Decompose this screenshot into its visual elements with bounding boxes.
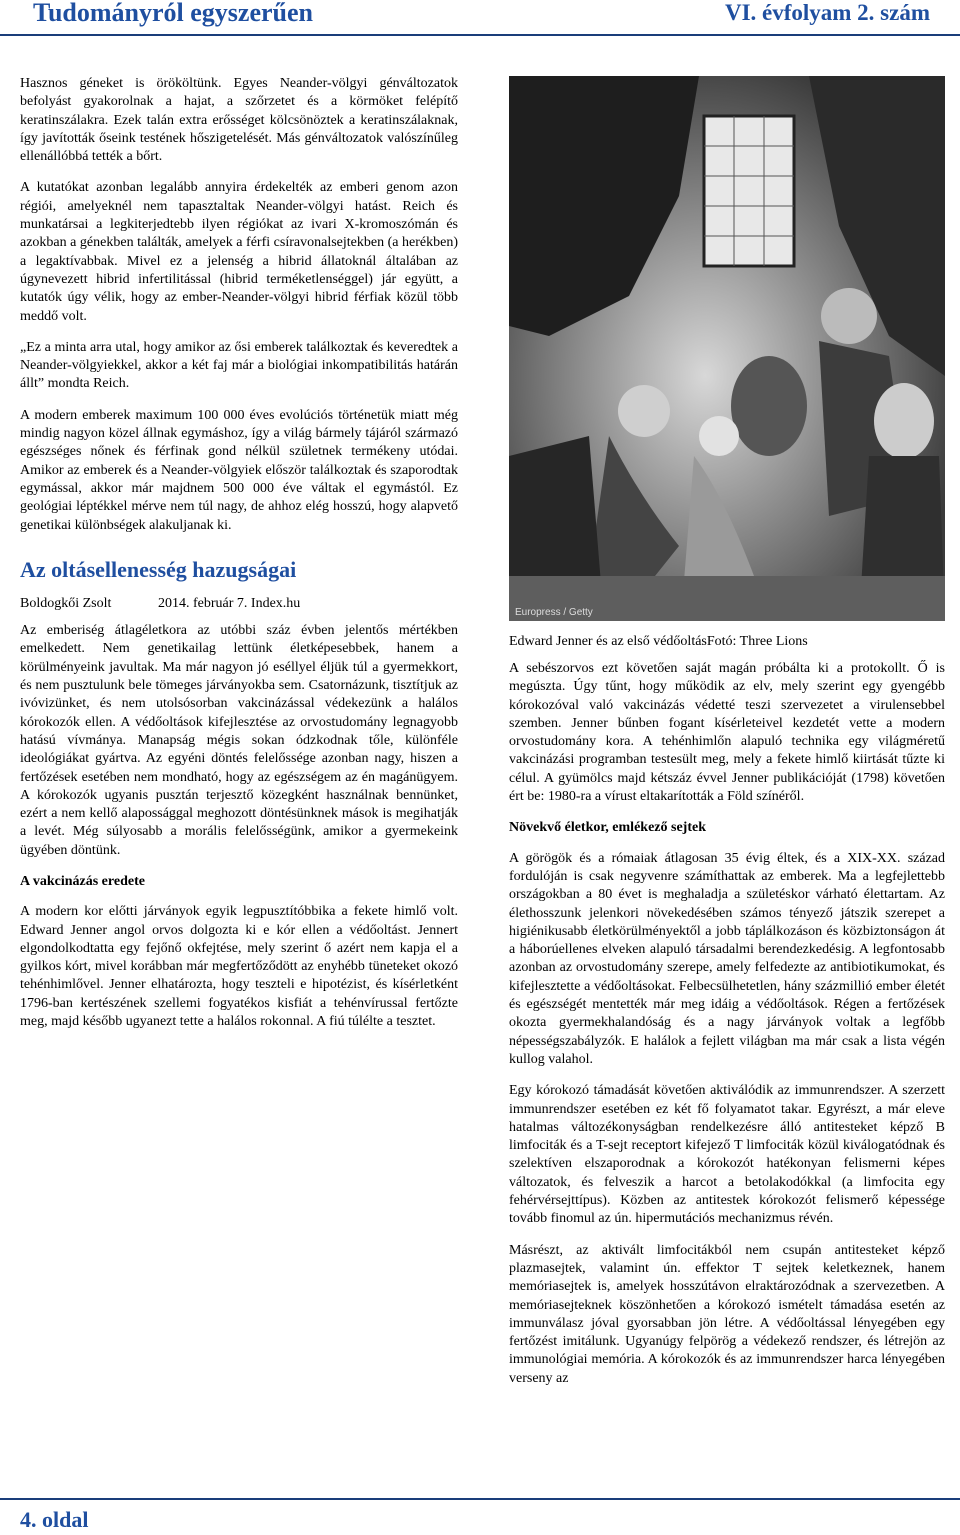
author-name: Boldogkői Zsolt: [20, 595, 112, 611]
engraving-photo: [509, 76, 945, 621]
photo-credit: Europress / Getty: [515, 607, 593, 618]
source-date: 2014. február 7. Index.hu: [158, 595, 301, 611]
issue-label: VI. évfolyam 2. szám: [724, 0, 930, 25]
section-heading: Növekvő életkor, emlékező sejtek: [509, 820, 706, 836]
footer-divider: [0, 1498, 960, 1500]
quote-paragraph: „Ez a minta arra utal, hogy amikor az ősi emberek találkoztak és keveredtek a Neander-völgyiekkel, akkor a két faj már a biológiai inkompatibilitás határán állt” mondta Reich.: [20, 339, 458, 392]
publication-title: Tudományról egyszerűen: [33, 0, 313, 27]
photo-caption: Edward Jenner és az első védőoltásFotó: Three Lions: [509, 634, 808, 649]
byline: [20, 595, 458, 613]
page-number: 4. oldal: [20, 1507, 89, 1532]
paragraph: Egy kórokozó támadását követően aktiválódik az immunrendszer. A szerzett immunrendszer esetében ez két fő folyamatot takar. Egyrészt, a már eleve hatalmas változékonyságban rendelkezésre álló antitesteket képző B limfociták és a T-sejt receptort kifejező T limfociták közül kiválogatódnak és szelektíven elszaporodnak a kórokozót hatékonyan felismerni képes változatok, és felveszik a harcot a betolakodókkal (a limfocita egy fehérvérsejttípus). Közben az antitestek kórokozót felismerő képessége tovább finomul az ún. hipermutációs mechanizmus révén.: [509, 1083, 945, 1227]
left-column: [20, 75, 458, 1044]
page-header: [0, 0, 960, 36]
paragraph: A kutatókat azonban legalább annyira érdekelték az emberi genom azon régiói, amelyeknél nem tapasztaltak Neander-völgyi hatást. Reich és munkatársai a legkiterjedtebb ilyen régiókat az ivari X-kromoszómán és azokban a génekben találták, amelyek a férfi csíravonalsejtekben (a herékben) a legaktívabbak. Mivel ez a jelenség a hibrid állatoknál általában az úgynevezett hibrid infertilitással (hibrid terméketlenséggel) jár együtt, a kutatók úgy vélik, hogy az ember-Neander-völgyi hibrid férfiak közül több meddő volt.: [20, 180, 458, 324]
engraving-illustration: [509, 76, 945, 621]
paragraph: A modern kor előtti járványok egyik legpusztítóbbika a fekete himlő volt. Edward Jenner angol orvos dolgozta ki e kór ellen a védőoltást. Jennert elgondolkodtatta egy fejőnő okfejtése, mely szerint ő azért nem kapja el a gyilkos kórt, mivel korábban már megfertőződött az enyhébb tüneteket okozó tehénhimlővel. Jenner elhatározta, hogy teszteli e hipotézist, és kísérletként 1796-ban kertészének szellemi fogyatékos kisfiát a tehénvírussal fertőzte meg, majd később ugyanezt tette a halálos rokonnal. A fiú túlélte a tesztet.: [20, 904, 458, 1030]
right-column: [509, 660, 945, 1401]
section-heading: A vakcinázás eredete: [20, 873, 145, 889]
paragraph: A sebészorvos ezt követően saját magán próbálta ki a protokollt. Ő is megúszta. Úgy tűnt, hogy működik az elv, mely szerint egy gyengébb kórokozóval való vakcinázás védetté teszi szervezetet a virulensebbel szemben. Jenner bűnben fogant kísérleteivel kezdetét vette a modern orvostudomány kora. A tehénhimlőn alapuló technika egy világméretű vakcinázási programban testesült meg, mely a fekete himlő kiirtását tűzte ki célul. A gyümölcs majd kétszáz évvel Jenner publikációját (1798) követően ért be: 1980-ra a vírust eltakarították a Föld színéről.: [509, 661, 945, 805]
paragraph: Az emberiség átlagéletkora az utóbbi száz évben jelentős mértékben emelkedett. Nem genetikailag lettünk életképesebbek, hanem a körülményeink javultak. Ma már nagyon jó eséllyel éljük túl a gyermekkort, és nem pusztulunk bele tömeges járványokba sem. Csatornázunk, tisztítjuk az ivóvizünket, és nem utolsósorban vakcinázással védekezünk a halálos kórokozók ellen. A védőoltások kifejlesztése az orvostudomány legnagyobb hatású vívmánya. Manapság mégis sokan ódzkodnak tőle, különféle ideológiákat gyártva. Az egyéni döntés felelőssége azonban nagy, hiszen a fertőzések esetében nem mondható, hogy az egészségem az én magánügyem. A kórokozók ugyanis pusztán terjesztő közegként használnak bennünket, ezért a nem kellő alapossággal meghozott döntésünknek mások is megihatják a levét. Még súlyosabb a morális felelősségünk, amikor a gyermekeink ügyében döntünk.: [20, 623, 458, 858]
paragraph: Hasznos géneket is örököltünk. Egyes Neander-völgyi génváltozatok befolyást gyakorolnak a hajat, a szőrzetet és a körmöket felépítő keratinszálakra. Ezek talán extra erősséget kölcsönöztek a keratinszálaknak, így javították őseink testének hőszigetelését. Más génváltozatok valószínűleg ellenállóbbá tették a bőrt.: [20, 76, 458, 165]
paragraph: Másrészt, az aktivált limfocitákból nem csupán antitesteket képző plazmasejtek, valamint ún. effektor T sejtek keletkeznek, hanem memóriasejtek is, amelyek hosszútávon elraktározódnak a szervezetben. A memóriasejteknek köszönhetően a kórokozó ismételt támadása esetén az immunválasz jóval gyorsabban jön létre. A védőoltással lényegében egy fertőzést imitálunk. Ugyanúgy felpörög a védekező rendszer, és létrejön az immunológiai memória. A kórokozók és az immunrendszer harca lényegében verseny az: [509, 1242, 945, 1386]
article-title: Az oltásellenesség hazugságai: [20, 556, 297, 582]
paragraph: A modern emberek maximum 100 000 éves evolúciós történetük miatt még mindig nagyon közel állnak egymáshoz, így a világ bármely tájáról származó egészséges nőnek és férfinak gond nélkül születnek termékeny utódai. Amikor az emberek és a Neander-völgyiek először találkoztak és szaporodtak egymással, akkor már majdnem 500 000 éve váltak el egymástól. Ez geológiai léptékkel mérve nem túl nagy, de ahhoz elég hosszú, hogy alapvető genetikai különbségek alakuljanak ki.: [20, 407, 458, 533]
paragraph: A görögök és a rómaiak átlagosan 35 évig éltek, és a XIX-XX. század fordulóján is csak negyvenre számíthattak az emberek. Ma a legfejlettebb országokban a 80 évet is meghaladja a születéskor várható élettartam. Az élethosszunk jelenkori növekedésében számos tényező játszik szerepet a higiénikusabb életkörülményektől a jobb táplálkozáson és közbiztonságon át a háborúellenes elveken alapuló társadalmi berendezkedésig. A legfontosabb azonban az orvostudomány szerepe, amely felfedezte az antibiotikumokat, és kifejlesztette a védőoltásokat. Felbecsülhetetlen, hány százmillió ember életét és egészségét mentették már meg idáig a védőoltások. Régen a fertőzések okozta gyermekhalandóság és a nagy járványok voltak a legfőbb népességszabályzók. E halálok a fejlett világban ma már csak a lista végén kullog valahol.: [509, 850, 945, 1067]
